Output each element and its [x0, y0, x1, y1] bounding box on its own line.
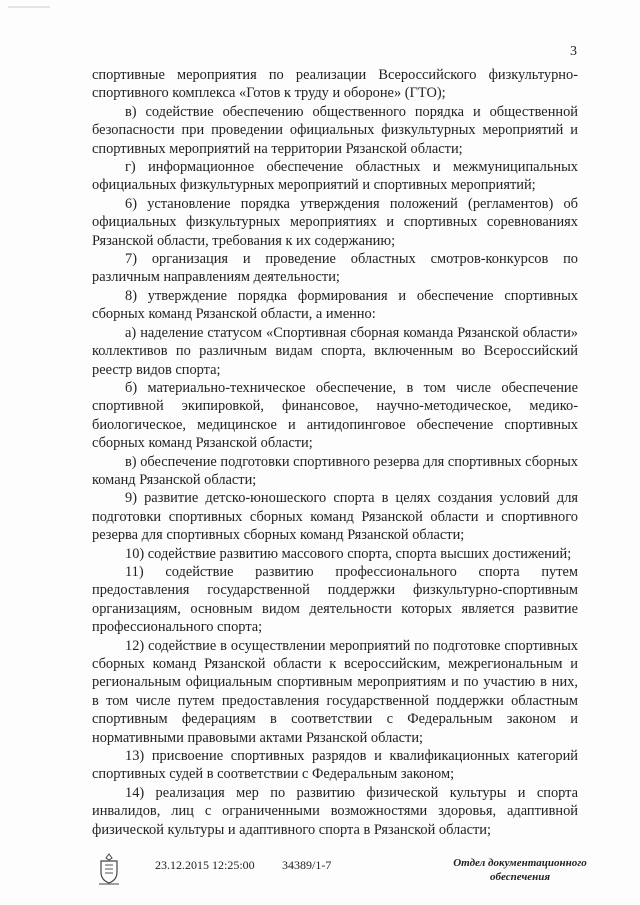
paragraph: 8) утверждение порядка формирования и обеспечение спортивных сборных команд Рязанской области, а именно:	[92, 287, 578, 323]
department-line: обеспечения	[489, 871, 550, 883]
paragraph: 9) развитие детско-юношеского спорта в целях создания условий для подготовки спортивных сборных команд Рязанской области и спортивного резерва для спортивных сборных команд Рязанской области;	[92, 490, 578, 544]
paragraph: 10) содействие развитию массового спорта, спорта высших достижений;	[125, 545, 572, 562]
scan-artifact	[0, 0, 60, 10]
paragraph: г) информационное обеспечение областных и межмуниципальных официальных физкультурных мероприятий и спортивных мероприятий;	[92, 159, 578, 194]
paragraph: 13) присвоение спортивных разрядов и квалификационных категорий спортивных судей в соответствии с Федеральным законом;	[92, 748, 578, 783]
document-number: 34389/1-7	[282, 858, 332, 872]
department-line: Отдел документационного	[453, 857, 587, 869]
registration-datetime: 23.12.2015 12:25:00	[155, 858, 255, 872]
paragraph: 12) содействие в осуществлении мероприятий по подготовке спортивных сборных команд Рязанской области к всероссийским, межрегиональным и региональным официальным спортивным мероприятиям и по участию в них, в том числе путем предоставления государственной поддержки областным спортивным федерациям в соответствии с Федеральным законом и нормативными правовыми актами Рязанской области;	[92, 637, 578, 746]
paragraph: спортивные мероприятия по реализации Всероссийского физкультурно-спортивного комплекса «Готов к труду и обороне» (ГТО);	[92, 67, 578, 102]
page-number: 3	[570, 44, 577, 59]
paragraph: 14) реализация мер по развитию физической культуры и спорта инвалидов, лиц с ограниченными возможностями здоровья, адаптивной физической культуры и адаптивного спорта в Рязанской области;	[92, 784, 578, 838]
document-body	[92, 66, 578, 839]
paragraph: б) материально-техническое обеспечение, в том числе обеспечение спортивной экипировкой, финансовое, научно-методическое, медико-биологическое, медицинское и антидопинговое обеспечение спортивных сборных команд Рязанской области;	[92, 379, 578, 452]
paragraph: 11) содействие развитию профессионального спорта путем предоставления государственной поддержки физкультурно-спортивным организациям, основным видом деятельности которых является развитие профессионального спорта;	[92, 563, 578, 636]
paragraph: а) наделение статусом «Спортивная сборная команда Рязанской области» коллективов по различным видам спорта, включенным во Всероссийский реестр видов спорта;	[92, 324, 578, 378]
coat-of-arms-icon	[96, 852, 122, 886]
paragraph: в) обеспечение подготовки спортивного резерва для спортивных сборных команд Рязанской области;	[92, 453, 578, 488]
department-stamp	[440, 856, 600, 884]
paragraph: в) содействие обеспечению общественного порядка и общественной безопасности при проведении официальных физкультурных мероприятий и спортивных мероприятий на территории Рязанской области;	[92, 103, 578, 157]
paragraph: 6) установление порядка утверждения положений (регламентов) об официальных физкультурных мероприятиях и спортивных соревнованиях Рязанской области, требования к их содержанию;	[92, 195, 578, 249]
paragraph: 7) организация и проведение областных смотров-конкурсов по различным направлениям деятельности;	[92, 251, 578, 286]
